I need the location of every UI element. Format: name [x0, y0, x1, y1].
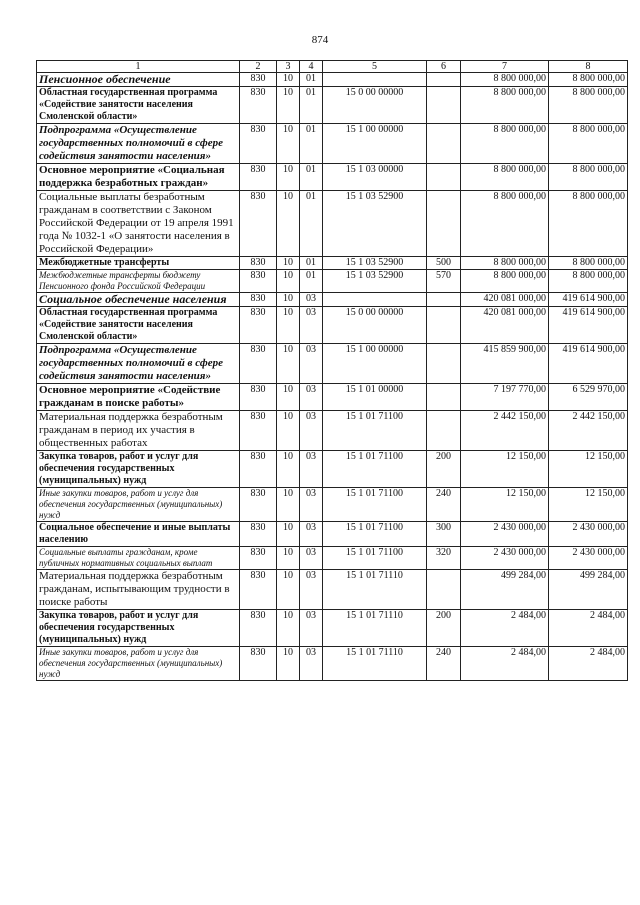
subsection-code: 03: [300, 547, 323, 570]
subsection-code: 01: [300, 73, 323, 87]
amount-year-1: 8 800 000,00: [461, 124, 549, 164]
table-row: [37, 293, 628, 307]
amount-year-1: 8 800 000,00: [461, 257, 549, 270]
amount-year-2: 8 800 000,00: [549, 270, 628, 293]
amount-year-2: 8 800 000,00: [549, 257, 628, 270]
target-article-code: 15 1 01 71100: [323, 522, 427, 547]
target-article-code: 15 1 03 52900: [323, 257, 427, 270]
target-article-code: 15 1 01 71100: [323, 451, 427, 488]
expense-type-code: 300: [427, 522, 461, 547]
section-code: 10: [277, 610, 300, 647]
amount-year-2: 419 614 900,00: [549, 307, 628, 344]
admin-code: 830: [240, 488, 277, 522]
amount-year-1: 2 430 000,00: [461, 547, 549, 570]
section-code: 10: [277, 73, 300, 87]
row-name: Областная государственная программа «Содействие занятости населения Смоленской области»: [37, 307, 240, 344]
header-row: [37, 61, 628, 73]
header-cell: 3: [277, 61, 300, 73]
amount-year-2: 2 430 000,00: [549, 522, 628, 547]
target-article-code: 15 1 01 71110: [323, 570, 427, 610]
expense-type-code: [427, 87, 461, 124]
row-name: Материальная поддержка безработным гражданам, испытывающим трудности в поиске работы: [37, 570, 240, 610]
target-article-code: 15 1 01 71100: [323, 411, 427, 451]
row-name: Основное мероприятие «Содействие гражданам в поиске работы»: [37, 384, 240, 411]
table-row: [37, 307, 628, 344]
target-article-code: 15 1 01 71110: [323, 647, 427, 681]
row-name: Основное мероприятие «Социальная поддержка безработных граждан»: [37, 164, 240, 191]
subsection-code: 01: [300, 164, 323, 191]
admin-code: 830: [240, 87, 277, 124]
table-row: [37, 191, 628, 257]
target-article-code: 15 1 00 00000: [323, 344, 427, 384]
amount-year-2: 499 284,00: [549, 570, 628, 610]
subsection-code: 03: [300, 384, 323, 411]
amount-year-2: 2 430 000,00: [549, 547, 628, 570]
expense-type-code: [427, 124, 461, 164]
row-name: Областная государственная программа «Содействие занятости населения Смоленской области»: [37, 87, 240, 124]
subsection-code: 03: [300, 522, 323, 547]
header-cell: 4: [300, 61, 323, 73]
amount-year-2: 6 529 970,00: [549, 384, 628, 411]
row-name: Подпрограмма «Осуществление государственных полномочий в сфере содействия занятости населения»: [37, 344, 240, 384]
expense-type-code: [427, 164, 461, 191]
amount-year-2: 8 800 000,00: [549, 124, 628, 164]
amount-year-1: 2 484,00: [461, 647, 549, 681]
admin-code: 830: [240, 384, 277, 411]
expense-type-code: [427, 384, 461, 411]
amount-year-1: 12 150,00: [461, 488, 549, 522]
section-code: 10: [277, 191, 300, 257]
section-code: 10: [277, 257, 300, 270]
expense-type-code: [427, 73, 461, 87]
amount-year-2: 419 614 900,00: [549, 344, 628, 384]
amount-year-1: 8 800 000,00: [461, 191, 549, 257]
table-row: [37, 488, 628, 522]
admin-code: 830: [240, 570, 277, 610]
section-code: 10: [277, 522, 300, 547]
subsection-code: 03: [300, 293, 323, 307]
section-code: 10: [277, 124, 300, 164]
subsection-code: 03: [300, 610, 323, 647]
row-name: Иные закупки товаров, работ и услуг для обеспечения государственных (муниципальных) нужд: [37, 488, 240, 522]
admin-code: 830: [240, 647, 277, 681]
subsection-code: 01: [300, 270, 323, 293]
target-article-code: 15 1 01 71100: [323, 547, 427, 570]
section-code: 10: [277, 87, 300, 124]
section-code: 10: [277, 293, 300, 307]
row-name: Социальные выплаты безработным гражданам в соответствии с Законом Российской Федерации от 19 апреля 1991 года № 1032-1 «О занятости населения в Российской Федерации»: [37, 191, 240, 257]
admin-code: 830: [240, 307, 277, 344]
page-number: 874: [311, 34, 329, 46]
admin-code: 830: [240, 344, 277, 384]
table-row: [37, 522, 628, 547]
row-name: Иные закупки товаров, работ и услуг для обеспечения государственных (муниципальных) нужд: [37, 647, 240, 681]
expense-type-code: 570: [427, 270, 461, 293]
table-row: [37, 384, 628, 411]
header-cell: 8: [549, 61, 628, 73]
amount-year-2: 12 150,00: [549, 488, 628, 522]
target-article-code: 15 1 00 00000: [323, 124, 427, 164]
table-body: [37, 73, 628, 681]
expense-type-code: 240: [427, 647, 461, 681]
admin-code: 830: [240, 411, 277, 451]
row-name: Межбюджетные трансферты бюджету Пенсионного фонда Российской Федерации: [37, 270, 240, 293]
section-code: 10: [277, 164, 300, 191]
amount-year-2: 2 484,00: [549, 610, 628, 647]
expense-type-code: 240: [427, 488, 461, 522]
amount-year-1: 7 197 770,00: [461, 384, 549, 411]
admin-code: 830: [240, 124, 277, 164]
subsection-code: 01: [300, 191, 323, 257]
amount-year-1: 2 484,00: [461, 610, 549, 647]
amount-year-1: 12 150,00: [461, 451, 549, 488]
target-article-code: 15 1 01 00000: [323, 384, 427, 411]
section-code: 10: [277, 488, 300, 522]
amount-year-2: 8 800 000,00: [549, 87, 628, 124]
amount-year-2: 2 442 150,00: [549, 411, 628, 451]
header-cell: 2: [240, 61, 277, 73]
row-name: Социальное обеспечение и иные выплаты населению: [37, 522, 240, 547]
amount-year-1: 499 284,00: [461, 570, 549, 610]
subsection-code: 03: [300, 647, 323, 681]
subsection-code: 01: [300, 257, 323, 270]
budget-table: [36, 60, 628, 681]
row-name: Социальные выплаты гражданам, кроме публичных нормативных социальных выплат: [37, 547, 240, 570]
subsection-code: 03: [300, 307, 323, 344]
expense-type-code: 500: [427, 257, 461, 270]
expense-type-code: [427, 307, 461, 344]
admin-code: 830: [240, 164, 277, 191]
admin-code: 830: [240, 451, 277, 488]
section-code: 10: [277, 411, 300, 451]
amount-year-1: 8 800 000,00: [461, 164, 549, 191]
table-row: [37, 164, 628, 191]
amount-year-1: 8 800 000,00: [461, 73, 549, 87]
table-row: [37, 411, 628, 451]
header-cell: 5: [323, 61, 427, 73]
table-row: [37, 570, 628, 610]
admin-code: 830: [240, 270, 277, 293]
row-name: Материальная поддержка безработным гражданам в период их участия в общественных работах: [37, 411, 240, 451]
subsection-code: 01: [300, 87, 323, 124]
table-row: [37, 610, 628, 647]
amount-year-2: 2 484,00: [549, 647, 628, 681]
expense-type-code: [427, 344, 461, 384]
target-article-code: 15 0 00 00000: [323, 307, 427, 344]
table-row: [37, 87, 628, 124]
amount-year-2: 8 800 000,00: [549, 164, 628, 191]
section-code: 10: [277, 270, 300, 293]
amount-year-1: 2 442 150,00: [461, 411, 549, 451]
amount-year-2: 8 800 000,00: [549, 73, 628, 87]
expense-type-code: [427, 570, 461, 610]
target-article-code: 15 0 00 00000: [323, 87, 427, 124]
subsection-code: 03: [300, 570, 323, 610]
section-code: 10: [277, 384, 300, 411]
header-cell: 6: [427, 61, 461, 73]
table-row: [37, 451, 628, 488]
section-code: 10: [277, 547, 300, 570]
row-name: Подпрограмма «Осуществление государственных полномочий в сфере содействия занятости населения»: [37, 124, 240, 164]
admin-code: 830: [240, 547, 277, 570]
row-name: Закупка товаров, работ и услуг для обеспечения государственных (муниципальных) нужд: [37, 451, 240, 488]
table-row: [37, 344, 628, 384]
amount-year-1: 8 800 000,00: [461, 270, 549, 293]
amount-year-2: 12 150,00: [549, 451, 628, 488]
admin-code: 830: [240, 522, 277, 547]
amount-year-1: 8 800 000,00: [461, 87, 549, 124]
section-code: 10: [277, 451, 300, 488]
subsection-code: 03: [300, 411, 323, 451]
subsection-code: 03: [300, 451, 323, 488]
subsection-code: 01: [300, 124, 323, 164]
admin-code: 830: [240, 257, 277, 270]
expense-type-code: [427, 191, 461, 257]
section-code: 10: [277, 647, 300, 681]
admin-code: 830: [240, 191, 277, 257]
expense-type-code: 320: [427, 547, 461, 570]
admin-code: 830: [240, 610, 277, 647]
header-cell: 1: [37, 61, 240, 73]
amount-year-1: 415 859 900,00: [461, 344, 549, 384]
table-row: [37, 124, 628, 164]
section-code: 10: [277, 570, 300, 610]
subsection-code: 03: [300, 488, 323, 522]
target-article-code: 15 1 03 52900: [323, 191, 427, 257]
amount-year-2: 419 614 900,00: [549, 293, 628, 307]
subsection-code: 03: [300, 344, 323, 384]
target-article-code: 15 1 03 00000: [323, 164, 427, 191]
section-code: 10: [277, 344, 300, 384]
amount-year-1: 2 430 000,00: [461, 522, 549, 547]
section-code: 10: [277, 307, 300, 344]
expense-type-code: 200: [427, 451, 461, 488]
table-row: [37, 257, 628, 270]
table-row: [37, 270, 628, 293]
expense-type-code: [427, 293, 461, 307]
amount-year-1: 420 081 000,00: [461, 293, 549, 307]
target-article-code: 15 1 01 71100: [323, 488, 427, 522]
row-name: Закупка товаров, работ и услуг для обеспечения государственных (муниципальных) нужд: [37, 610, 240, 647]
table-row: [37, 73, 628, 87]
expense-type-code: [427, 411, 461, 451]
admin-code: 830: [240, 73, 277, 87]
row-name: Межбюджетные трансферты: [37, 257, 240, 270]
target-article-code: 15 1 01 71110: [323, 610, 427, 647]
amount-year-1: 420 081 000,00: [461, 307, 549, 344]
table-row: [37, 647, 628, 681]
row-name: Пенсионное обеспечение: [37, 73, 240, 87]
target-article-code: [323, 293, 427, 307]
target-article-code: [323, 73, 427, 87]
target-article-code: 15 1 03 52900: [323, 270, 427, 293]
admin-code: 830: [240, 293, 277, 307]
expense-type-code: 200: [427, 610, 461, 647]
row-name: Социальное обеспечение населения: [37, 293, 240, 307]
header-cell: 7: [461, 61, 549, 73]
amount-year-2: 8 800 000,00: [549, 191, 628, 257]
table-row: [37, 547, 628, 570]
